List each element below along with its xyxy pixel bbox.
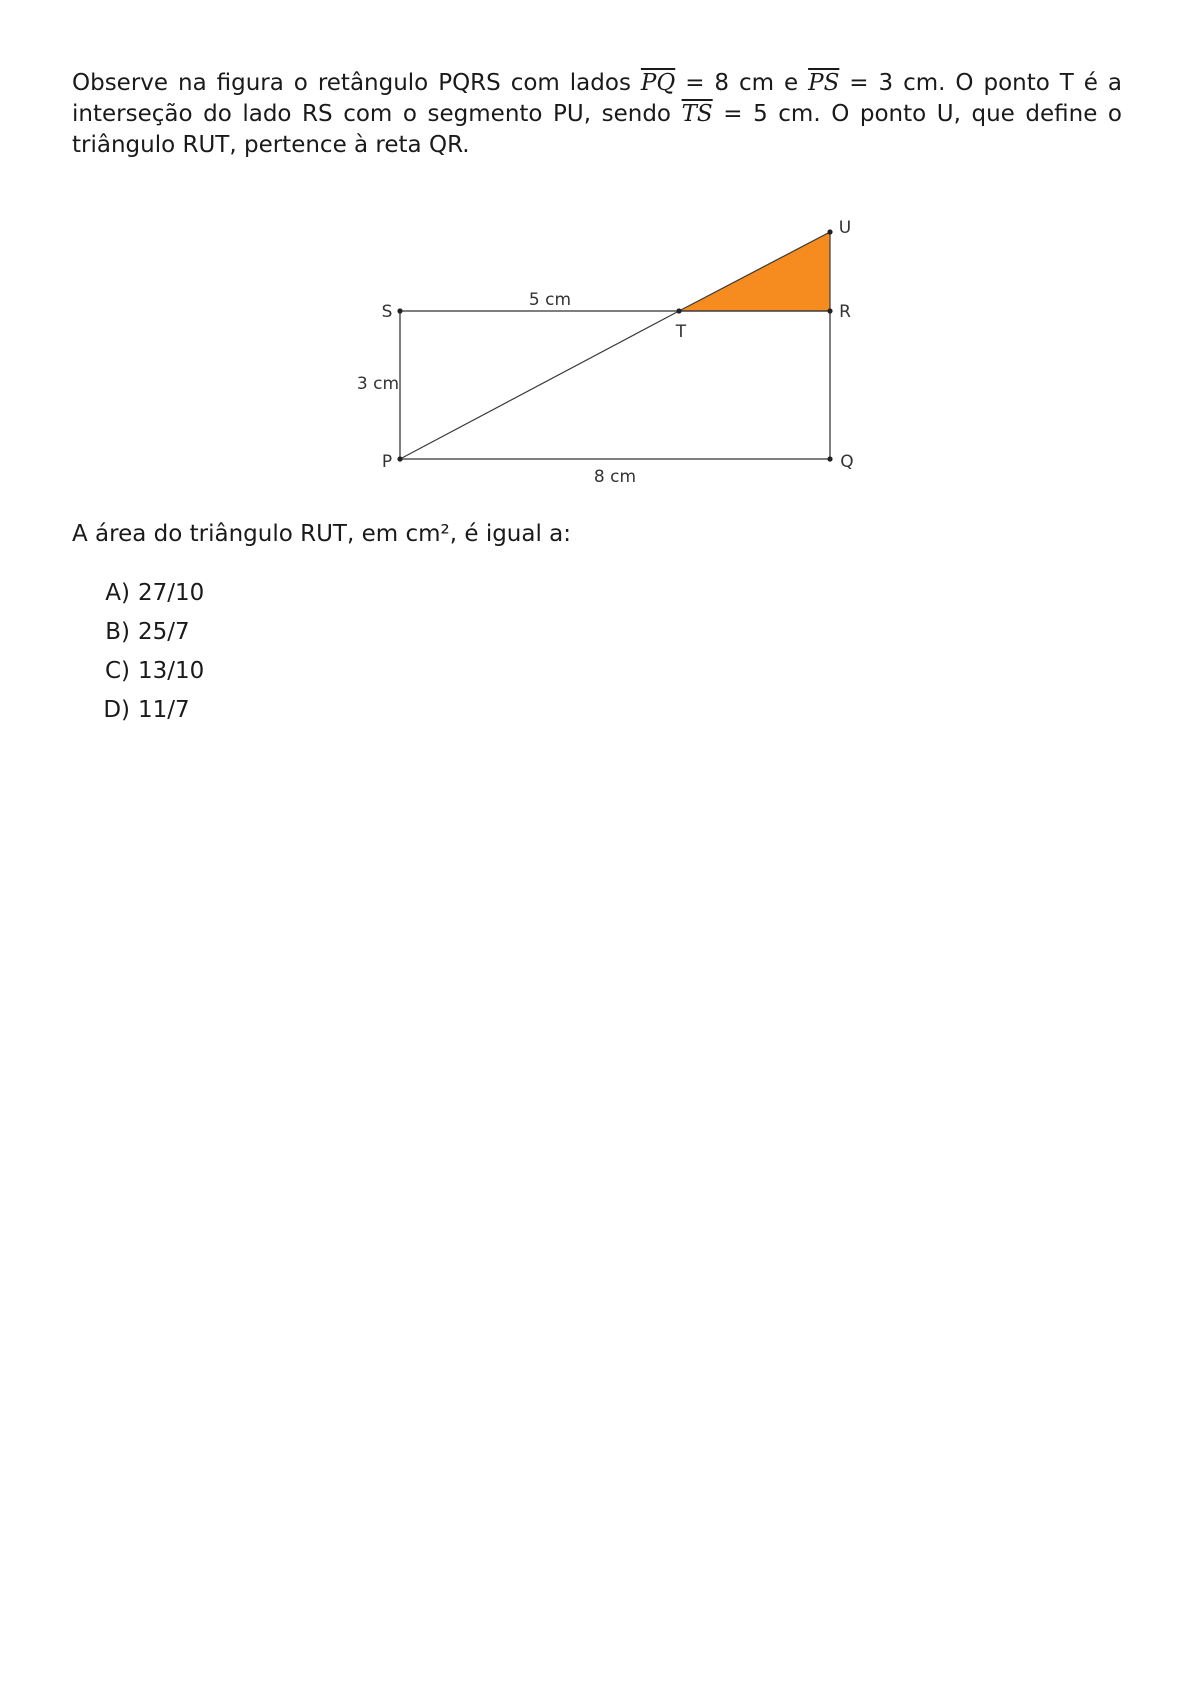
option-letter: A) — [105, 580, 130, 606]
answer-options — [92, 574, 204, 730]
option-d[interactable] — [92, 691, 204, 730]
option-text: 13/10 — [138, 658, 205, 684]
point-q — [827, 456, 832, 461]
question-statement — [72, 68, 1122, 161]
question-prompt: A área do triângulo RUT, em cm², é igual a: — [72, 521, 572, 547]
segment-ts: $\overline{TS}$ — [681, 101, 713, 127]
option-letter: D) — [103, 697, 130, 723]
label-side-pq: 8 cm — [593, 467, 637, 487]
segment-ps: $\overline{PS}$ — [808, 70, 840, 96]
point-r — [827, 308, 832, 313]
geometry-figure — [340, 205, 880, 505]
option-letter: B) — [105, 619, 130, 645]
statement-text-2: = 8 cm e — [675, 70, 809, 96]
point-p — [397, 456, 402, 461]
label-s: S — [381, 302, 393, 322]
label-q: Q — [840, 452, 854, 472]
option-text: 11/7 — [138, 697, 190, 723]
rectangle-pqrs — [400, 311, 830, 459]
option-text: 27/10 — [138, 580, 205, 606]
label-u: U — [838, 218, 852, 238]
label-r: R — [839, 302, 851, 322]
triangle-rut — [679, 232, 830, 311]
option-b[interactable] — [92, 613, 204, 652]
option-text: 25/7 — [138, 619, 190, 645]
statement-text-4: = 5 cm. O ponto U, que define o triângulo RUT, pertence à reta QR. — [72, 101, 1122, 158]
figure-svg — [340, 205, 880, 505]
segment-pq: $\overline{PQ}$ — [640, 70, 676, 96]
label-side-ps: 3 cm — [356, 374, 400, 394]
label-p: P — [381, 452, 393, 472]
point-s — [397, 308, 402, 313]
statement-text-1: Observe na figura o retângulo PQRS com lados — [72, 70, 641, 96]
label-t: T — [675, 322, 687, 342]
segment-pt — [400, 311, 679, 459]
label-side-st: 5 cm — [528, 290, 572, 310]
statement-text-3: = 3 cm. O ponto T é a interseção do lado RS com o segmento PU, sendo — [72, 70, 1122, 127]
option-a[interactable] — [92, 574, 204, 613]
option-c[interactable] — [92, 652, 204, 691]
point-u — [827, 229, 832, 234]
point-t — [676, 308, 681, 313]
option-letter: C) — [104, 658, 130, 684]
